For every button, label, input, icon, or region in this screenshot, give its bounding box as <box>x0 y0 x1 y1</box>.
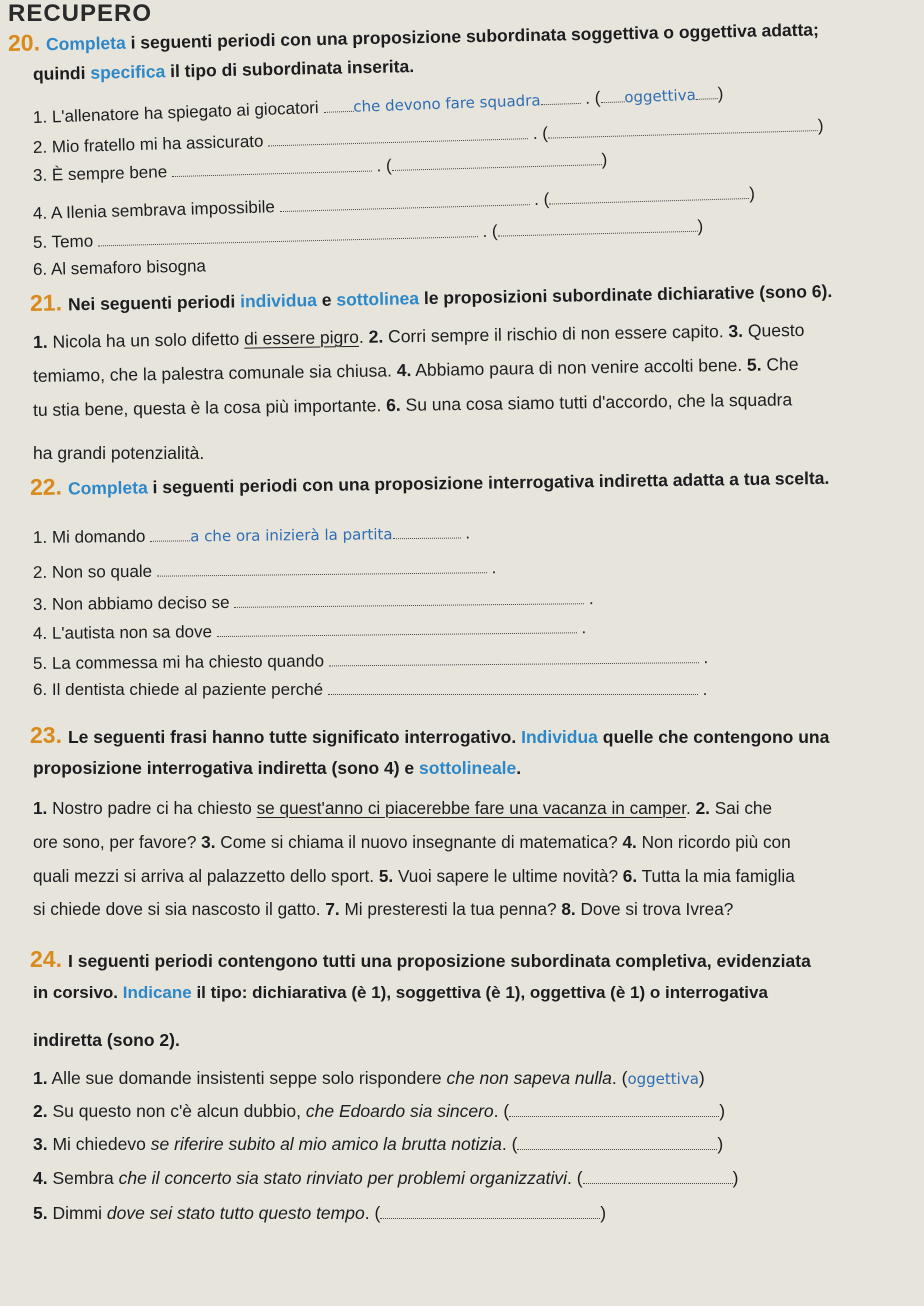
ex24-item-5-text: Dimmi <box>47 1203 107 1223</box>
ex20-instruction-line2 <box>33 56 415 85</box>
ex21-text[interactable]: ha grandi potenzialità. <box>33 443 205 463</box>
ex23-instruction <box>30 722 829 749</box>
ex24-item-1-num: 1. <box>33 1068 48 1088</box>
ex22-item-2: 2. Non so quale . <box>32 558 497 582</box>
ex22-instr-blue: Completa <box>67 477 148 499</box>
ex22-item-6-label: 6. Il dentista chiede al paziente perché <box>33 680 324 699</box>
ex22-item-2-label: 2. Non so quale <box>32 561 153 582</box>
ex22-item-6: 6. Il dentista chiede al paziente perché . <box>33 680 708 699</box>
ex24-item-3-num: 3. <box>33 1134 48 1154</box>
ex24-item-3: 3. Mi chiedevo se riferire subito al mio amico la brutta notizia. ( ) <box>33 1134 724 1154</box>
ex24-item-5-blank[interactable] <box>380 1204 600 1219</box>
ex24-item-5: 5. Dimmi dove sei stato tutto questo tempo. ( ) <box>33 1203 607 1223</box>
ex23-text: Sai che <box>709 798 773 818</box>
ex21-text[interactable]: temiamo, che la palestra comunale sia chiusa. <box>32 360 397 386</box>
ex20-item-3-blank[interactable] <box>172 157 372 178</box>
ex20-item-5-type-blank[interactable] <box>497 217 697 237</box>
ex20-item-3: 3. È sempre bene . ( ) <box>32 149 608 185</box>
ex24-item-3-blank[interactable] <box>517 1135 717 1150</box>
ex21-num: 6. <box>385 394 401 416</box>
ex24-instruction-line3: indiretta (sono 2). <box>33 1030 180 1050</box>
ex23-instr-blue: Individua <box>521 727 598 747</box>
ex22-item-1-label: 1. Mi domando <box>32 526 146 547</box>
ex24-instr-line1: I seguenti periodi contengono tutti una proposizione subordinata completiva, evidenziata <box>67 951 811 971</box>
ex22-item-3-blank[interactable] <box>234 589 584 608</box>
ex23-text[interactable]: Dove si trova Ivrea? <box>575 899 734 919</box>
ex20-item-1: 1. L'allenatore ha spiegato ai giocatori che devono fare squadra . ( oggettiva ) <box>32 83 724 127</box>
ex21-text[interactable]: tu stia bene, questa è la cosa più importante. <box>32 395 387 420</box>
ex21-text: . <box>358 326 369 347</box>
ex23-instr-rest: quelle che contengono una <box>597 727 830 747</box>
ex24-number: 24. <box>30 946 62 972</box>
ex24-item-3-italic: se riferire subito al mio amico la brutta notizia <box>150 1134 502 1154</box>
ex20-item-4-type-blank[interactable] <box>549 184 749 205</box>
ex23-underlined-clause[interactable]: se quest'anno ci piacerebbe fare una vacanza in camper <box>256 798 687 818</box>
ex20-item-6-label: 6. Al semaforo bisogna <box>32 256 207 279</box>
ex21-num: 1. <box>32 331 48 352</box>
ex22-item-3: 3. Non abbiamo deciso se . <box>32 589 594 614</box>
ex23-text: . <box>686 798 696 818</box>
ex24-item-4-text: Sembra <box>47 1168 119 1188</box>
ex20-item-5: 5. Temo . ( ) <box>32 216 704 252</box>
ex20-instr2-blue: specifica <box>90 61 166 83</box>
ex23-instr2-rest: . <box>516 758 522 778</box>
ex22-item-5: 5. La commessa mi ha chiesto quando . <box>32 648 709 673</box>
ex23-num: 4. <box>622 832 637 852</box>
ex24-item-2-num: 2. <box>33 1101 48 1121</box>
ex20-item-4: 4. A Ilenia sembrava impossibile . ( ) <box>32 183 756 223</box>
ex23-instr2-pre: proposizione interrogativa indiretta (sono 4) e <box>33 758 420 778</box>
ex21-instr-mid: e <box>316 289 337 310</box>
ex22-item-4-label: 4. L'autista non sa dove <box>32 622 213 643</box>
ex23-num: 7. <box>325 899 340 919</box>
ex24-item-4-num: 4. <box>33 1168 48 1188</box>
ex21-instruction <box>30 276 833 317</box>
ex24-item-2-italic: che Edoardo sia sincero <box>305 1101 494 1121</box>
ex23-text: Nostro padre ci ha chiesto <box>47 798 257 818</box>
ex20-item-3-label: 3. È sempre bene <box>32 162 168 185</box>
ex20-instruction-text: i seguenti periodi con una proposizione subordinata soggettiva o oggettiva adatta; <box>125 19 820 53</box>
ex20-item-4-blank[interactable] <box>279 190 529 212</box>
ex21-underlined-clause[interactable]: di essere pigro <box>243 326 360 349</box>
ex23-line-3 <box>33 860 795 892</box>
page-header: RECUPERO <box>8 0 153 27</box>
ex21-text[interactable]: Su una cosa siamo tutti d'accordo, che la squadra <box>400 389 793 415</box>
ex21-text: Corri sempre il rischio di non essere capito. <box>383 321 729 347</box>
ex23-line-4 <box>33 893 733 925</box>
ex21-num: 5. <box>746 354 762 375</box>
ex20-item-1-label: 1. L'allenatore ha spiegato ai giocatori <box>32 98 319 127</box>
ex24-item-5-num: 5. <box>33 1203 48 1223</box>
ex24-item-1-italic: che non sapeva nulla <box>446 1068 612 1088</box>
ex20-item-3-type-blank[interactable] <box>391 150 601 171</box>
ex22-item-6-blank[interactable] <box>328 680 698 695</box>
ex21-text: Nicola ha un solo difetto <box>47 328 245 352</box>
ex22-item-5-blank[interactable] <box>329 648 699 666</box>
ex20-instr2-rest: il tipo di subordinata inserita. <box>165 56 415 82</box>
ex20-item-2-blank[interactable] <box>268 124 528 146</box>
ex23-num: 2. <box>695 798 710 818</box>
ex20-item-1-type[interactable]: oggettiva <box>623 85 697 107</box>
ex24-item-4-blank[interactable] <box>583 1169 733 1184</box>
ex23-num: 5. <box>378 866 394 886</box>
ex22-item-2-blank[interactable] <box>157 558 487 576</box>
ex23-num: 8. <box>561 899 576 919</box>
ex22-instr-rest: i seguenti periodi con una proposizione interrogativa indiretta adatta a tua scelta. <box>147 467 830 498</box>
ex21-num: 2. <box>368 326 384 347</box>
ex24-item-1-post: . ( <box>611 1068 628 1088</box>
ex22-item-1: 1. Mi domando a che ora inizierà la partita . <box>32 523 471 547</box>
ex24-item-5-post: . ( <box>364 1203 381 1223</box>
ex21-number: 21. <box>29 289 63 316</box>
ex24-item-4-italic: che il concerto sia stato rinviato per problemi organizzativi <box>118 1168 568 1188</box>
ex23-text[interactable]: ore sono, per favore? <box>33 832 202 852</box>
ex23-text[interactable]: Tutta la mia famiglia <box>637 866 795 886</box>
ex23-text[interactable]: quali mezzi si arriva al palazzetto dello sport. <box>33 866 379 886</box>
ex22-item-4: 4. L'autista non sa dove . <box>32 618 587 643</box>
ex24-item-4-post: . ( <box>567 1168 583 1188</box>
ex20-instr2-pre: quindi <box>32 62 91 84</box>
ex24-item-5-italic: dove sei stato tutto questo tempo <box>106 1203 365 1223</box>
ex23-instruction-line2 <box>33 758 521 779</box>
ex24-item-2: 2. Su questo non c'è alcun dubbio, che Edoardo sia sincero. ( ) <box>33 1101 726 1121</box>
ex23-number: 23. <box>30 722 62 748</box>
ex22-number: 22. <box>29 473 63 500</box>
ex24-instr2-pre: in corsivo. <box>33 983 123 1002</box>
ex24-item-3-post: . ( <box>501 1134 518 1154</box>
ex20-item-2-label: 2. Mio fratello mi ha assicurato <box>32 131 264 157</box>
ex21-instr-blue2: sottolinea <box>336 288 420 310</box>
ex23-text[interactable]: si chiede dove si sia nascosto il gatto. <box>33 899 326 919</box>
ex23-text[interactable]: Non ricordo più con <box>636 832 791 852</box>
ex21-num: 3. <box>728 320 744 342</box>
ex24-instr2-rest: il tipo: dichiarativa (è 1), soggettiva (è 1), oggettiva (è 1) o interrogativa <box>191 983 768 1002</box>
ex24-instruction <box>30 946 811 973</box>
ex22-item-1-answer[interactable]: a che ora inizierà la partita <box>190 525 393 546</box>
ex24-instr2-blue: Indicane <box>122 983 192 1002</box>
ex20-number: 20. <box>7 29 41 56</box>
ex22-item-4-blank[interactable] <box>217 618 577 637</box>
ex23-line-2 <box>33 826 791 858</box>
ex20-item-2-type-blank[interactable] <box>548 116 818 139</box>
ex21-instr-pre: Nei seguenti periodi <box>67 291 241 315</box>
ex23-num: 6. <box>622 866 638 886</box>
ex24-item-4: 4. Sembra che il concerto sia stato rinviato per problemi organizzativi. ( ) <box>33 1168 739 1188</box>
ex20-item-6 <box>33 256 206 280</box>
ex21-text: Questo <box>742 319 805 341</box>
ex24-item-2-blank[interactable] <box>509 1102 719 1117</box>
ex24-item-1: 1. Alle sue domande insistenti seppe solo rispondere che non sapeva nulla. (oggettiva) <box>33 1068 705 1088</box>
ex20-item-5-blank[interactable] <box>98 222 478 246</box>
ex24-item-2-text: Su questo non c'è alcun dubbio, <box>47 1101 306 1121</box>
ex21-text[interactable]: Abbiamo paura di non venire accolti bene. <box>411 354 748 381</box>
ex23-line-1 <box>33 792 772 824</box>
ex24-item-1-text: Alle sue domande insistenti seppe solo rispondere <box>47 1068 447 1088</box>
ex20-item-5-label: 5. Temo <box>32 231 94 252</box>
ex22-item-3-label: 3. Non abbiamo deciso se <box>32 592 230 614</box>
ex21-num: 4. <box>396 360 412 381</box>
ex21-line-4 <box>33 437 204 469</box>
ex23-text[interactable]: Come si chiama il nuovo insegnante di matematica? <box>215 832 623 852</box>
ex24-item-2-post: . ( <box>493 1101 510 1121</box>
ex24-instruction-line2 <box>33 983 768 1003</box>
ex23-text[interactable]: Vuoi sapere le ultime novità? <box>393 866 623 886</box>
ex23-num: 3. <box>201 832 216 852</box>
ex22-item-5-label: 5. La commessa mi ha chiesto quando <box>32 651 325 673</box>
ex21-instr-rest: le proposizioni subordinate dichiarative (sono 6). <box>418 280 833 309</box>
ex20-verb: Completa <box>45 32 126 55</box>
ex21-instr-blue1: individua <box>239 289 318 312</box>
ex20-item-4-label: 4. A Ilenia sembrava impossibile <box>32 197 276 223</box>
ex23-text[interactable]: Mi presteresti la tua penna? <box>339 899 562 919</box>
ex24-item-1-answer[interactable]: oggettiva <box>627 1070 699 1088</box>
ex20-item-2: 2. Mio fratello mi ha assicurato . ( ) <box>32 115 824 157</box>
ex23-instr2-blue: sottolineale <box>419 758 517 778</box>
ex24-item-3-text: Mi chiedevo <box>47 1134 151 1154</box>
ex20-item-1-answer[interactable]: che devono fare squadra <box>353 91 541 116</box>
ex21-text[interactable]: Che <box>761 353 799 375</box>
ex23-instr-pre: Le seguenti frasi hanno tutte significato interrogativo. <box>67 727 522 747</box>
ex23-num: 1. <box>33 798 48 818</box>
